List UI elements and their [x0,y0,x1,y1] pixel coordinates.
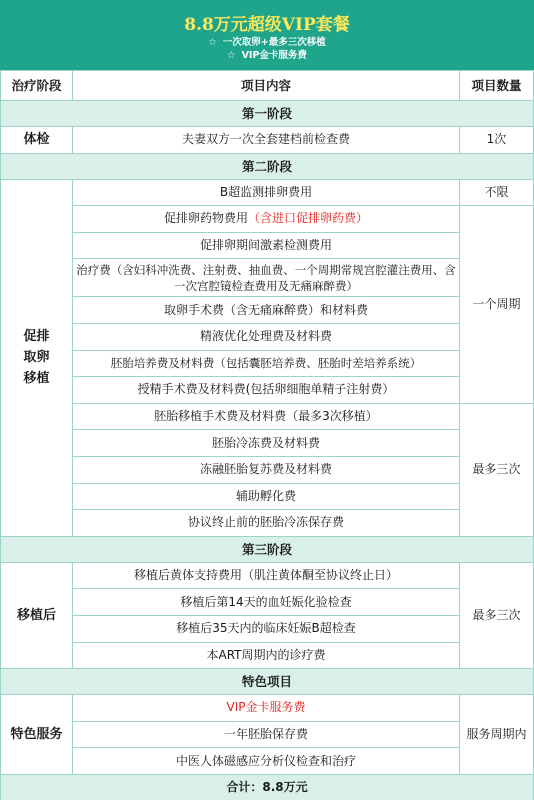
table-row [1,232,534,259]
table-row [1,510,534,537]
item-content: 协议终止前的胚胎冷冻保存费 [73,510,460,537]
item-count: 最多三次 [460,562,534,668]
item-content: 一年胚胎保存费 [73,721,460,748]
table-row [1,721,534,748]
section-row [1,669,534,695]
section-row [1,101,534,127]
item-content: 移植后第14天的血妊娠化验检查 [73,589,460,616]
table-row [1,695,534,722]
package-header [0,0,534,70]
item-content: 胚胎培养费及材料费（包括囊胚培养费、胚胎时差培养系统） [73,350,460,377]
table-row [1,642,534,669]
item-content: 夫妻双方一次全套建档前检查费 [73,127,460,154]
star-icon: ☆ [227,50,236,61]
item-content: VIP金卡服务费 [73,695,460,722]
table-row [1,297,534,324]
stage-label-checkup: 体检 [1,127,73,154]
section-title-2: 第二阶段 [1,153,534,179]
item-content: 辅助孵化费 [73,483,460,510]
package-table [0,70,534,800]
item-count: 1次 [460,127,534,154]
section-row [1,536,534,562]
item-content: 移植后35天内的临床妊娠B超检查 [73,615,460,642]
item-content: 冻融胚胎复苏费及材料费 [73,456,460,483]
item-content: 促排卵期间激素检测费用 [73,232,460,259]
item-content: 胚胎移植手术费及材料费（最多3次移植） [73,403,460,430]
item-content: 促排卵药物费用（含进口促排卵药费） [73,206,460,233]
table-row [1,456,534,483]
star-icon: ☆ [208,37,217,48]
section-title-1: 第一阶段 [1,101,534,127]
table-row [1,403,534,430]
item-content: 取卵手术费（含无痛麻醉费）和材料费 [73,297,460,324]
table-row [1,748,534,775]
table-row [1,562,534,589]
item-content: B超监测排卵费用 [73,179,460,206]
item-count: 最多三次 [460,403,534,536]
stage-label-special: 特色服务 [1,695,73,775]
table-row [1,615,534,642]
item-count: 一个周期 [460,206,534,404]
item-content: 移植后黄体支持费用（肌注黄体酮至协议终止日） [73,562,460,589]
table-row [1,483,534,510]
item-content: 本ART周期内的诊疗费 [73,642,460,669]
table-row [1,179,534,206]
item-content: 授精手术费及材料费(包括卵细胞单精子注射费） [73,377,460,404]
total-row [1,774,534,800]
table-row [1,589,534,616]
package-feature-2: ☆ VIP金卡服务费 [227,50,307,61]
item-content: 精液优化处理费及材料费 [73,323,460,350]
item-count: 不限 [460,179,534,206]
table-row [1,127,534,154]
stage-label-post-transfer: 移植后 [1,562,73,668]
section-title-4: 特色项目 [1,669,534,695]
table-row [1,206,534,233]
table-row [1,323,534,350]
stage-label-ivf: 促排 取卵 移植 [1,179,73,536]
package-title: 8.8万元超级VIP套餐 [184,15,350,35]
table-row [1,377,534,404]
section-row [1,153,534,179]
item-content: 中医人体磁感应分析仪检查和治疗 [73,748,460,775]
total-price: 合计：8.8万元 [1,774,534,800]
item-count: 服务周期内 [460,695,534,775]
table-row [1,350,534,377]
item-content: 胚胎冷冻费及材料费 [73,430,460,457]
table-header-row [1,71,534,101]
highlight-text: （含进口促排卵药费） [248,211,369,226]
column-header-content: 项目内容 [73,71,460,101]
section-title-3: 第三阶段 [1,536,534,562]
column-header-count: 项目数量 [460,71,534,101]
column-header-stage: 治疗阶段 [1,71,73,101]
item-content: 治疗费（含妇科冲洗费、注射费、抽血费、一个周期常规宫腔灌注费用、含一次宫腔镜检查费用及无痛麻醉费） [73,259,460,297]
table-row [1,259,534,297]
package-feature-1: ☆ 一次取卵+最多三次移植 [208,37,326,48]
table-row [1,430,534,457]
